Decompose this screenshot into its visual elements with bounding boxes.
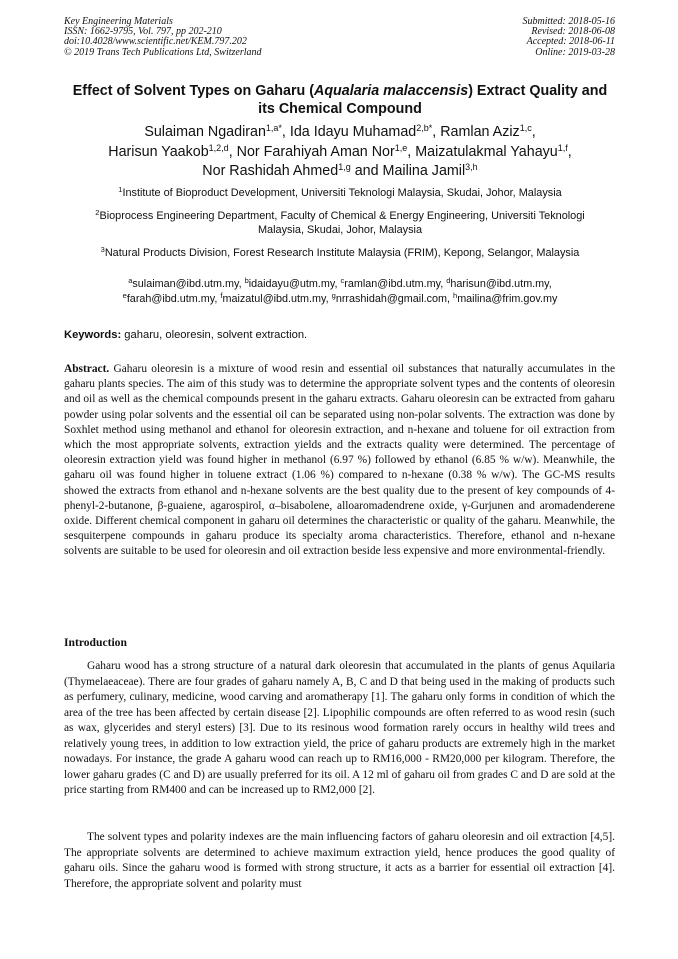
journal-copyright: © 2019 Trans Tech Publications Ltd, Switzerland xyxy=(64,46,262,58)
email-address[interactable]: mailina@frim.gov.my xyxy=(457,292,558,305)
author-affil: 1,f xyxy=(557,142,568,153)
email-sup: a xyxy=(128,276,133,285)
affiliation-text: Institute of Bioproduct Development, Universiti Teknologi Malaysia, Skudai, Johor, Malaysia xyxy=(122,187,562,199)
abstract-label: Abstract. xyxy=(64,363,110,375)
journal-name: Key Engineering Materials xyxy=(64,16,173,27)
author-affil: 1,a* xyxy=(265,123,282,133)
date-submitted: Submitted: 2018-05-16 xyxy=(522,16,615,27)
author-sep: , xyxy=(228,143,237,160)
abstract xyxy=(64,362,615,560)
title-part2: ) Extract Quality and its Chemical Compound xyxy=(258,83,608,117)
title-part1: Effect of Solvent Types on Gaharu ( xyxy=(72,83,314,99)
section-heading-introduction: Introduction xyxy=(64,636,127,649)
email-address[interactable]: maizatul@ibd.utm.my xyxy=(222,292,326,305)
author-sep: , xyxy=(567,143,572,160)
affiliation-text: Bioprocess Engineering Department, Faculty of Chemical & Energy Engineering, Universiti Teknologi Malaysia, Skudai, Johor, Malaysia xyxy=(99,210,585,237)
author-sep: and xyxy=(350,163,383,179)
author-affil: 1,g xyxy=(338,162,351,172)
author-name: Maizatulakmal Yahayu xyxy=(415,143,558,160)
paper-title xyxy=(70,82,610,118)
email-sup: d xyxy=(446,276,451,285)
affiliation-text: Natural Products Division, Forest Research Institute Malaysia (FRIM), Kepong, Selangor, Malaysia xyxy=(104,247,580,259)
keywords xyxy=(64,328,307,342)
keywords-text: gaharu, oleoresin, solvent extraction. xyxy=(121,329,308,341)
affiliation-number: 3 xyxy=(100,245,105,254)
date-accepted: Accepted: 2018-06-11 xyxy=(526,36,615,48)
email-address[interactable]: farah@ibd.utm.my xyxy=(126,292,215,305)
author-sep: , xyxy=(281,124,290,140)
email-address[interactable]: sulaiman@ibd.utm.my xyxy=(132,278,239,290)
email-sup: f xyxy=(220,290,223,300)
publication-dates xyxy=(523,17,616,58)
affiliation-number: 2 xyxy=(95,208,100,217)
journal-doi: doi:10.4028/www.scientific.net/KEM.797.202 xyxy=(64,36,247,48)
author-affil: 2,b* xyxy=(416,123,433,133)
author-name: Harisun Yaakob xyxy=(108,143,209,160)
email-sup: g xyxy=(331,290,336,300)
email-list: $^a$sulaiman@ibd.utm.my, $^b$idaidayu@utm.my, $^c$ramlan@ibd.utm.my, $^d$harisun@ibd.utm.my, $^e$farah@ibd.utm.my, $^f$maizatul@ibd.utm.my, $^g$nrrashidah@gmail.com, $^h$mailina@frim.gov.my xyxy=(122,276,558,305)
title-species: Aqualaria malaccensis xyxy=(314,83,469,99)
author-name: Mailina Jamil xyxy=(382,163,466,179)
email-sup: e xyxy=(122,290,127,300)
affiliation-2 xyxy=(78,209,602,238)
journal-info xyxy=(64,17,262,58)
email-address[interactable]: nrrashidah@gmail.com xyxy=(335,292,448,305)
author-sep: , xyxy=(407,143,416,160)
affiliation-3 xyxy=(78,246,602,260)
email-address[interactable]: harisun@ibd.utm.my xyxy=(450,278,549,290)
author-sep: , xyxy=(432,124,441,140)
email-address[interactable]: idaidayu@utm.my xyxy=(248,278,335,290)
intro-paragraph-2: The solvent types and polarity indexes are the main influencing factors of gaharu oleoresin and oil extraction [4,5]. The appropriate solvents are determined to achieve maximum extraction yield, hence produces the good quality of gaharu oils. Since the gaharu wood is formed with strong structure, it acts as a barrier for essential oil extraction [4]. Therefore, the appropriate solvent and polarity must xyxy=(64,831,615,890)
author-list xyxy=(64,123,616,182)
author-affil: 1,e xyxy=(394,142,408,153)
author-name: Sulaiman Ngadiran xyxy=(144,124,266,140)
keywords-label: Keywords: xyxy=(64,329,122,341)
intro-paragraph-1: Gaharu wood has a strong structure of a natural dark oleoresin that accumulated in the plants of genus Aquilaria (Thymelaeaceae). There are four grades of gaharu namely A, B, C and D that being used in the making of products such as perfumery, culinary, medicine, wood carving and aromatherapy [1]. The gaharu only forms in condition of which the area of the tree has been affected by certain disease [2]. Lipophilic compounds are often referred to as wood resin (such as wax, glycerides and steryl esters) [3]. Due to its resinous wood formation rarely occurs in healthy wild trees and relatively young trees, in addition to low extraction yield, the price of gaharu products are extremely high in the market nowadays. For instance, the grade A gaharu wood can reach up to RM16,000 - RM20,000 per kilogram. Therefore, the lower gaharu grades (C and D) are usually preferred for its oil. A 12 ml of gaharu oil from grades C and D are sold at the price starting from RM400 and can be increased up to RM2,000 [2]. xyxy=(64,660,615,796)
author-name: Ramlan Aziz xyxy=(440,124,520,140)
abstract-text: Gaharu oleoresin is a mixture of wood resin and essential oil substances that naturally accumulates in the gaharu plants species. The aim of this study was to determine the appropriate solvent types and the contents of oleoresin and oil as well as the chemical compounds present in the gaharu extracts. Gaharu oleoresin can be extracted from gaharu powder using polar solvents and the essential oil can be separated using non-polar solvents. The extraction was done by Soxhlet method using methanol and ethanol for oleoresin extraction, and n-hexane and toluene for oil extraction from which the most appropriate solvents, extraction yields and the extracts quality were determined. The percentage of oleoresin extraction yield was found higher in methanol (6.97 %) followed by ethanol (6.85 % w/w). Meanwhile, the gaharu oil was found higher in toluene extract (1.06 %) compared to n-hexane (0.38 % w/w). The GC-MS results showed the extracts from ethanol and n-hexane solvents are the best quality due to the present of key compounds of 4-phenyl-2-butanone, β-guaiene, agarospirol, α–bisabolene, alloaromadendrene oxide, γ-Gurjunen and aromadenderene oxide. Different chemical component in gaharu oil determines the characteristic or quality of the gaharu. Meanwhile, the sesquiterpene compounds in gaharu produce its specialty aroma characteristics. Therefore, ethanol and n-hexane solvents are suitable to be used for oleoresin and oil extraction beside less expensive and more environmental-friendly. xyxy=(64,363,615,558)
author-name: Nor Rashidah Ahmed xyxy=(202,163,339,179)
author-affil: 3,h xyxy=(465,162,478,172)
email-sup: b xyxy=(244,276,249,285)
journal-issn: ISSN: 1662-9795, Vol. 797, pp 202-210 xyxy=(64,26,222,38)
email-sup: h xyxy=(453,290,458,300)
author-sep: , xyxy=(531,124,536,140)
author-affil: 1,c xyxy=(519,123,532,133)
email-sup: c xyxy=(340,276,345,285)
email-address[interactable]: ramlan@ibd.utm.my xyxy=(344,278,441,290)
author-name: Ida Idayu Muhamad xyxy=(289,124,417,140)
affiliation-number: 1 xyxy=(118,185,123,194)
date-revised: Revised: 2018-06-08 xyxy=(531,26,615,38)
date-online: Online: 2019-03-28 xyxy=(535,46,615,58)
author-name: Nor Farahiyah Aman Nor xyxy=(236,143,395,160)
author-affil: 1,2,d xyxy=(208,142,229,153)
affiliation-1 xyxy=(78,186,602,200)
